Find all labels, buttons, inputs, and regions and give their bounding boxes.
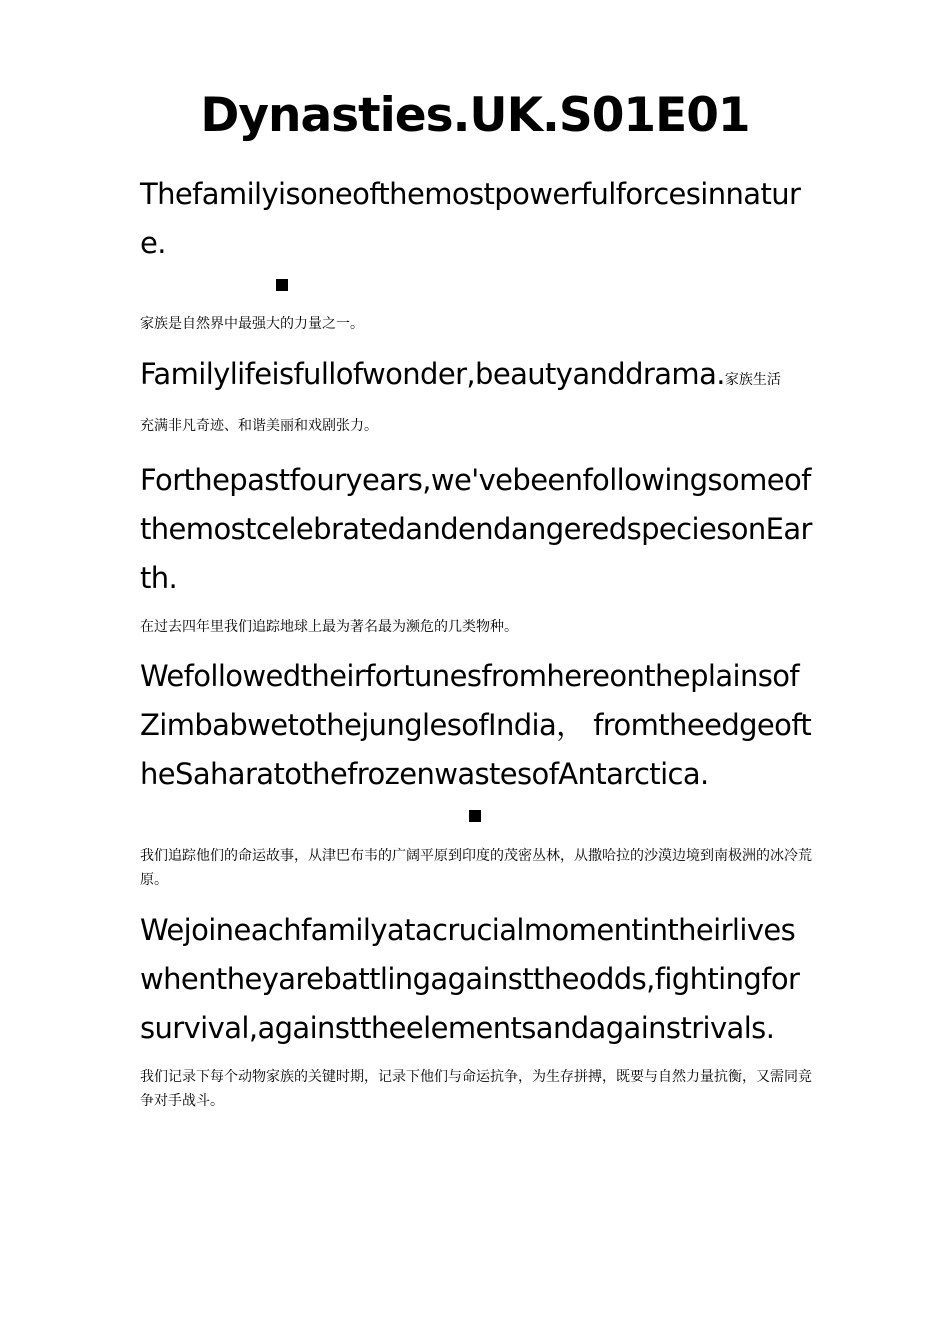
chinese-line: 家族是自然界中最强大的力量之一。 [140,316,364,332]
chinese-line: 充满非凡奇迹、和谐美丽和戏剧张力。 [140,418,378,434]
bullet-square-icon [469,810,481,822]
chinese-line: 我们追踪他们的命运故事，从津巴布韦的广阔平原到印度的茂密丛林，从撒哈拉的沙漠边境到南极洲的冰冷荒原。 [140,848,812,888]
chinese-line: 在过去四年里我们追踪地球上最为著名最为濒危的几类物种。 [140,619,518,635]
bullet-square-icon [276,279,288,291]
document-title: Dynasties.UK.S01E01 [200,88,750,143]
english-line: WefollowedtheirfortunesfromhereontheplainsofZimbabwetothejunglesofIndia， fromtheedgeoftheSaharatothefrozenwastesofAntarctica. [140,659,812,791]
english-line: Forthepastfouryears,we'vebeenfollowingsomeofthemostcelebratedandendangeredspeciesonEarth. [140,463,812,595]
english-line [140,350,812,405]
chinese-line: 我们记录下每个动物家族的关键时期，记录下他们与命运抗争，为生存拼搏，既要与自然力量抗衡，又需同竞争对手战斗。 [140,1069,812,1109]
english-line: Wejoineachfamilyatacrucialmomentintheirliveswhentheyarebattlingagainsttheodds,fightingforsurvival,againsttheelementsandagainstrivals. [140,913,800,1045]
chinese-inline-text: 家族生活 [724,372,781,388]
english-text: Familylifeisfullofwonder,beautyanddrama. [140,357,725,391]
english-line: Thefamilyisoneofthemostpowerfulforcesinnature. [140,177,801,260]
